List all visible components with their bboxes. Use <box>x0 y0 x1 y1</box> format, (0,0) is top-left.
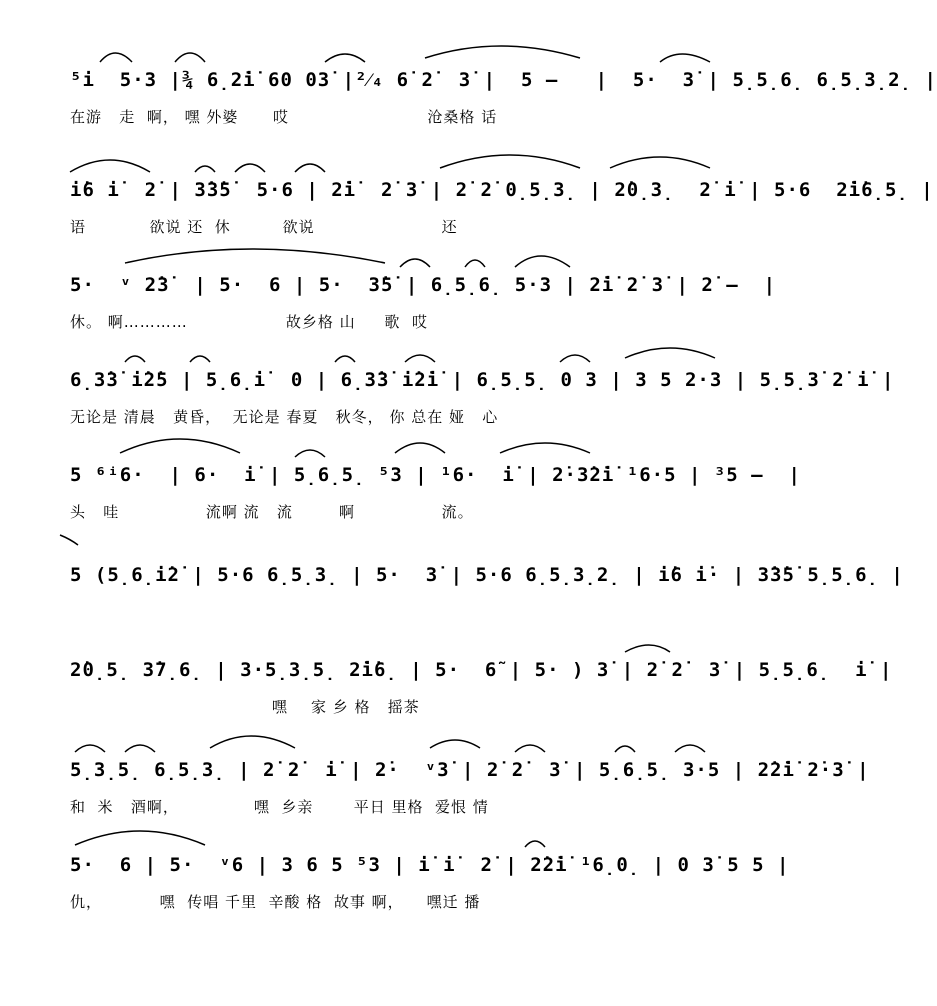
lyrics-line: 语 欲说 还 休 欲说 还 <box>70 218 458 236</box>
notation-line: 5· ᵛ 2̇3̇ | 5· 6 | 5· 3̇5̇ | 6̣5̣6̣ 5·3 | 2̇i̇ 2̇ 3̇ | 2̇ – | <box>70 274 777 296</box>
lyrics-line: 无论是 清晨 黄昏， 无论是 春夏 秋冬， 你 总在 娅 心 <box>70 408 499 426</box>
notation-line: 5 ⁶ⁱ6· | 6· i̇ | 5̣6̣5̣ ⁵3 | ¹6· i̇ | 2̇·3̇2̇i̇ ¹6·5 | ³5 – | <box>70 464 801 486</box>
lyrics-line: 在游 走 啊， 嘿 外婆 哎 沧桑格 话 <box>70 108 498 126</box>
score-system-9 <box>0 845 790 955</box>
lyrics-line: 和 米 酒啊， 嘿 乡亲 平日 里格 爱恨 情 <box>70 798 489 816</box>
lyrics-line: 休。 啊………… 故乡格 山 歌 哎 <box>70 313 428 331</box>
notation-line: 5̣3̣5̣ 6̣5̣3̣ | 2̇ 2̇ i̇ | 2̇· ᵛ3̇ | 2̇ 2̇ 3̇ | 5̣6̣5̣ 3·5 | 2̇2̇i̇ 2̇·3̇ | <box>70 759 870 781</box>
lyrics-line: 头 哇 流啊 流 流 啊 流。 <box>70 503 474 521</box>
lyrics-line <box>70 597 730 627</box>
lyrics-line: 仇， 嘿 传唱 千里 辛酸 格 故事 啊， 嘿迁 播 <box>70 893 481 911</box>
notation-line: 2̇0̣5̣ 3̇7̣6̣ | 3·5̣3̣5̣ 2̇i̇6̣ | 5· 6̃ | 5· ) 3̇ | 2̇ 2̇ 3̇ | 5̣5̣6̣ i̇ | <box>70 659 893 681</box>
notation-line: ⁵i 5·3 |¾ 6̣2̇i̇ 60 03̇ |²⁄₄ 6̇ 2̇ 3̇ | 5 – | 5· 3̇ | 5̣5̣6̣ 6̣5̣3̣2̣ | <box>70 69 937 91</box>
lyrics-line: 嘿 家 乡 格 摇茶 <box>70 698 420 716</box>
notation-line: 5 (5̣6̣i̇2̇ | 5·6 6̣5̣3̣ | 5· 3̇ | 5·6 6̣5̣3̣2̣ | i̇6 i̇· | 3̇3̇5̇ 5̣5̣6̣ | <box>70 564 904 586</box>
notation-line: 5· 6 | 5· ᵛ6 | 3 6 5 ⁵3 | i̇ i̇ 2̇ | 2̇2̇i̇ ¹6̣0̣ | 0 3̇ 5 5 | <box>70 854 790 876</box>
notation-line: 6̣3̇3̇ i̇2̇5 | 5̣6̣i̇ 0 | 6̣3̇3̇ i̇2̇i̇ | 6̣5̣5̣ 0 3 | 3 5 2·3 | 5̣5̣3̇ 2̇ i̇ | <box>70 369 895 391</box>
notation-line: i̇6 i̇ 2̇ | 3̇3̇5̇ 5·6 | 2̇i̇ 2̇ 3̇ | 2̇ 2̇ 0̣5̣3̣ | 2̇0̣3̣ 2̇ i̇ | 5·6 2̇i̇6̣5̣ | <box>70 179 934 201</box>
